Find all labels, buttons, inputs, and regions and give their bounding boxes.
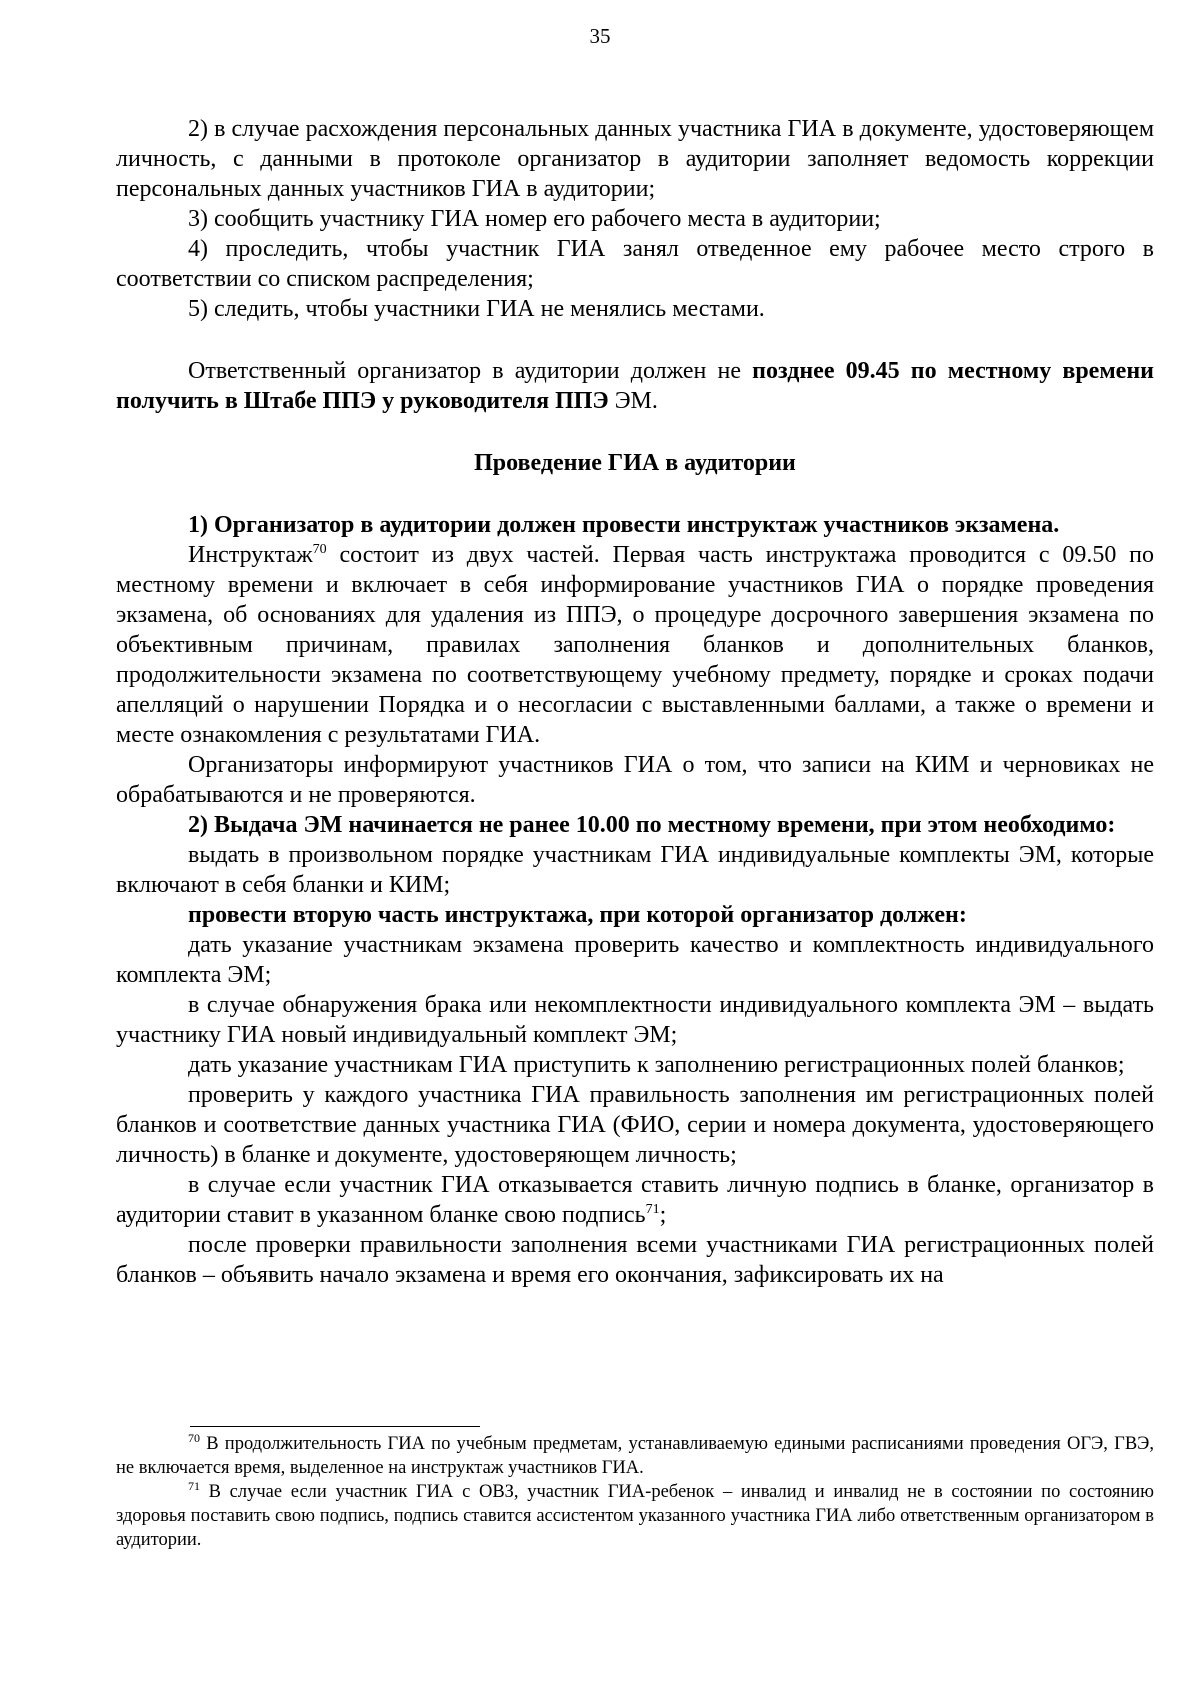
paragraph-announce-start: после проверки правильности заполнения всеми участниками ГИА регистрационных полей бланков – объявить начало экзамена и время его окончания, зафиксировать их на bbox=[116, 1232, 1154, 1288]
paragraph-item-5: 5) следить, чтобы участники ГИА не менялись местами. bbox=[188, 296, 765, 322]
bold-text-run: провести вторую часть инструктажа, при которой организатор должен: bbox=[188, 902, 967, 928]
body-text bbox=[116, 114, 1154, 1290]
text-run: ; bbox=[659, 1202, 667, 1228]
bold-text-run: позднее 09.45 по местному времени получить в Штабе ППЭ у руководителя ППЭ bbox=[116, 358, 1154, 414]
paragraph-signature-refusal bbox=[116, 1170, 1154, 1230]
footnote-mark: 71 bbox=[188, 1478, 200, 1493]
paragraph-instruction-step-1 bbox=[116, 510, 1154, 540]
footnote-ref-71[interactable]: 71 bbox=[645, 1202, 660, 1217]
paragraph-instruction-step-2 bbox=[116, 810, 1154, 840]
paragraph-responsible-organizer bbox=[116, 356, 1154, 416]
footnote-70 bbox=[116, 1432, 1154, 1480]
text-run: Ответственный организатор в аудитории должен не bbox=[188, 358, 753, 384]
footnote-mark: 70 bbox=[188, 1430, 200, 1445]
paragraph-briefing bbox=[116, 540, 1154, 750]
paragraph-second-briefing bbox=[116, 900, 1154, 930]
section-heading: Проведение ГИА в аудитории bbox=[474, 450, 796, 476]
paragraph-organizers-inform: Организаторы информируют участников ГИА о том, что записи на КИМ и черновиках не обрабатываются и не проверяются. bbox=[116, 752, 1154, 808]
paragraph-item-3: 3) сообщить участнику ГИА номер его рабочего места в аудитории; bbox=[188, 206, 881, 232]
paragraph-fill-registration: дать указание участникам ГИА приступить к заполнению регистрационных полей бланков; bbox=[188, 1052, 1125, 1078]
paragraph-verify-fields: проверить у каждого участника ГИА правильность заполнения им регистрационных полей бланков и соответствие данных участника ГИА (ФИО, серии и номера документа, удостоверяющего личность) в бланке и документе, удостоверяющем личность; bbox=[116, 1082, 1154, 1168]
text-run: состоит из двух частей. Первая часть инструктажа проводится с 09.50 по местному времени и включает в себя информирование участников ГИА о порядке проведения экзамена, об основаниях для удаления из ППЭ, о процедуре досрочного завершения экзамена по объективным причинам, правилах заполнения бланков и дополнительных бланков, продолжительности экзамена по соответствующему учебному предмету, порядке и сроках подачи апелляций о нарушении Порядка и о несогласии с выставленными баллами, а также о времени и месте ознакомления с результатами ГИА. bbox=[116, 542, 1154, 748]
paragraph-issue-kits: выдать в произвольном порядке участникам ГИА индивидуальные комплекты ЭМ, которые включают в себя бланки и КИМ; bbox=[116, 842, 1154, 898]
spacer bbox=[116, 416, 1154, 448]
footnote-text: В продолжительность ГИА по учебным предметам, устанавливаемую едиными расписаниями проведения ОГЭ, ГВЭ, не включается время, выделенное на инструктаж участников ГИА. bbox=[116, 1434, 1154, 1478]
paragraph-item-4: 4) проследить, чтобы участник ГИА занял отведенное ему рабочее место строго в соответствии со списком распределения; bbox=[116, 236, 1154, 292]
bold-text-run: 2) Выдача ЭМ начинается не ранее 10.00 по местному времени, при этом необходимо: bbox=[188, 812, 1116, 838]
footnote-ref-70[interactable]: 70 bbox=[312, 542, 327, 557]
paragraph-defect-replacement: в случае обнаружения брака или некомплектности индивидуального комплекта ЭМ – выдать участнику ГИА новый индивидуальный комплект ЭМ; bbox=[116, 992, 1154, 1048]
footnote-text: В случае если участник ГИА с ОВЗ, участник ГИА-ребенок – инвалид и инвалид не в состоянии по состоянию здоровья поставить свою подпись, подпись ставится ассистентом указанного участника ГИА либо ответственным организатором в аудитории. bbox=[116, 1482, 1154, 1550]
text-run: в случае если участник ГИА отказывается ставить личную подпись в бланке, организатор в аудитории ставит в указанном бланке свою подпись bbox=[116, 1172, 1154, 1228]
paragraph-item-2: 2) в случае расхождения персональных данных участника ГИА в документе, удостоверяющем личность, с данными в протоколе организатор в аудитории заполняет ведомость коррекции персональных данных участников ГИА в аудитории; bbox=[116, 116, 1154, 202]
spacer bbox=[116, 324, 1154, 356]
text-run: ЭМ. bbox=[608, 388, 658, 414]
page-number: 35 bbox=[589, 24, 611, 48]
footnotes bbox=[116, 1432, 1154, 1552]
paragraph-check-quality: дать указание участникам экзамена проверить качество и комплектность индивидуального комплекта ЭМ; bbox=[116, 932, 1154, 988]
text-run: Инструктаж bbox=[188, 542, 313, 568]
bold-text-run: 1) Организатор в аудитории должен провести инструктаж участников экзамена. bbox=[188, 512, 1060, 538]
footnote-divider bbox=[190, 1426, 480, 1427]
spacer bbox=[116, 478, 1154, 510]
footnote-71 bbox=[116, 1480, 1154, 1552]
